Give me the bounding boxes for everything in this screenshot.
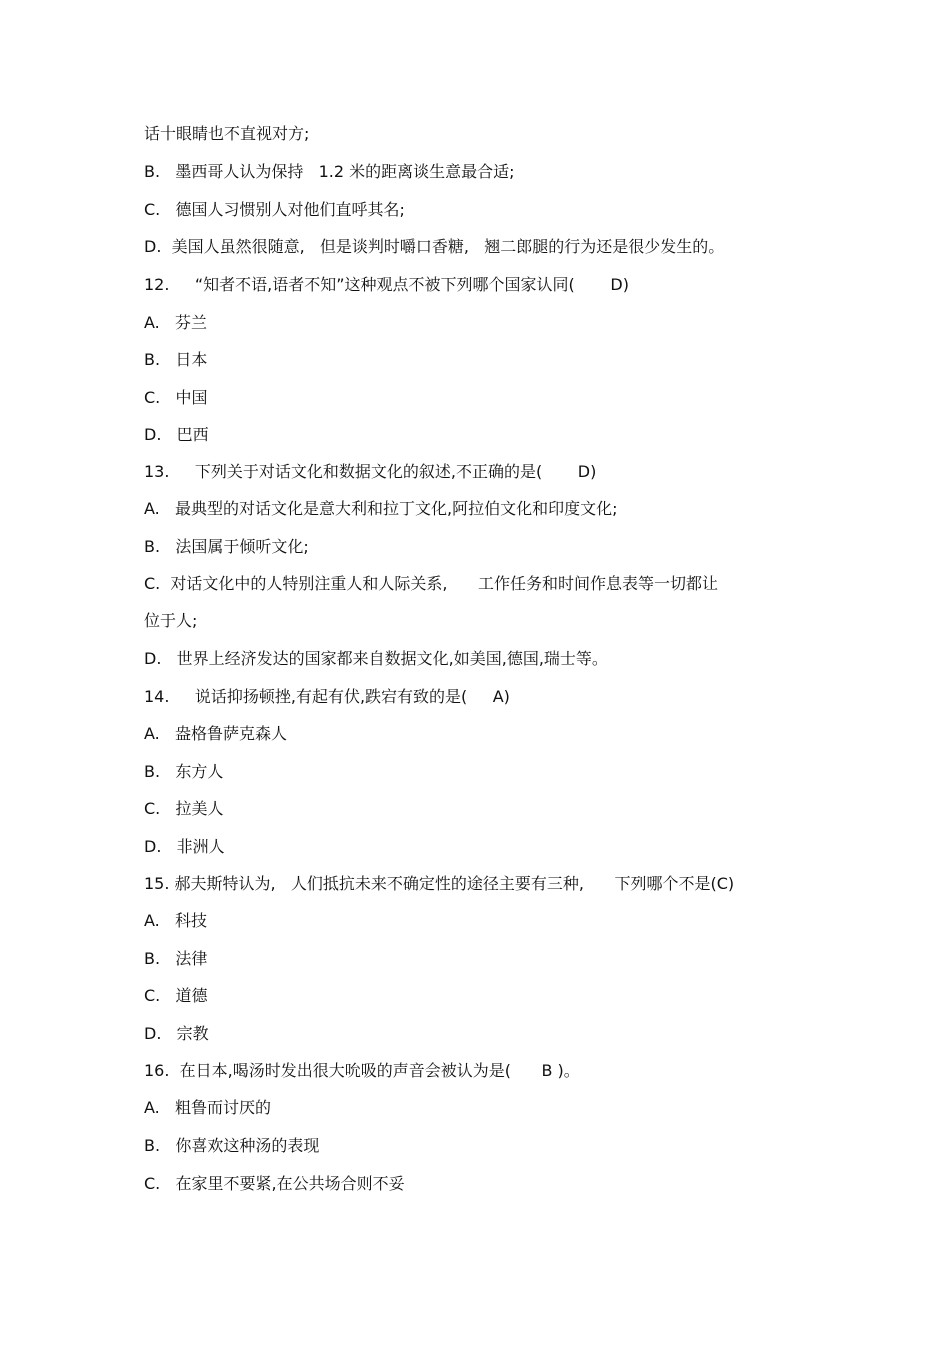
text-line: D. 世界上经济发达的国家都来自数据文化,如美国,德国,瑞士等。 [144, 649, 608, 668]
text-line: B. 日本 [144, 350, 208, 369]
question-13: 13. 下列关于对话文化和数据文化的叙述,不正确的是( D) [144, 462, 597, 481]
text-line: D. 非洲人 [144, 837, 225, 856]
question-14: 14. 说话抑扬顿挫,有起有伏,跌宕有致的是( A) [144, 687, 510, 706]
question-16: 16. 在日本,喝汤时发出很大吮吸的声音会被认为是( B )。 [144, 1061, 580, 1080]
text-line: 位于人; [144, 611, 198, 630]
text-line: A. 盎格鲁萨克森人 [144, 724, 288, 743]
text-line: A. 粗鲁而讨厌的 [144, 1098, 272, 1117]
text-line: B. 墨西哥人认为保持 1.2 米的距离谈生意最合适; [144, 162, 515, 181]
text-line: A. 科技 [144, 911, 208, 930]
text-line: C. 拉美人 [144, 799, 224, 818]
text-line: C. 德国人习惯别人对他们直呼其名; [144, 200, 405, 219]
text-line: B. 法国属于倾听文化; [144, 537, 309, 556]
text-line: B. 法律 [144, 949, 208, 968]
question-12: 12. “知者不语,语者不知”这种观点不被下列哪个国家认同( D) [144, 275, 629, 294]
question-15: 15. 郝夫斯特认为, 人们抵抗未来不确定性的途径主要有三种, 下列哪个不是(C) [144, 874, 735, 893]
text-line: 话十眼睛也不直视对方; [144, 124, 310, 143]
text-line: B. 你喜欢这种汤的表现 [144, 1136, 320, 1155]
text-line: A. 芬兰 [144, 313, 208, 332]
text-line: C. 道德 [144, 986, 208, 1005]
text-line: D. 宗教 [144, 1024, 209, 1043]
text-line: D. 美国人虽然很随意, 但是谈判时嚼口香糖, 翘二郎腿的行为还是很少发生的。 [144, 237, 725, 256]
text-line: D. 巴西 [144, 425, 209, 444]
text-line: B. 东方人 [144, 762, 224, 781]
text-line: C. 对话文化中的人特别注重人和人际关系, 工作任务和时间作息表等一切都让 [144, 574, 719, 593]
text-line: A. 最典型的对话文化是意大利和拉丁文化,阿拉伯文化和印度文化; [144, 499, 618, 518]
text-line: C. 中国 [144, 388, 208, 407]
text-line: C. 在家里不要紧,在公共场合则不妥 [144, 1174, 405, 1193]
